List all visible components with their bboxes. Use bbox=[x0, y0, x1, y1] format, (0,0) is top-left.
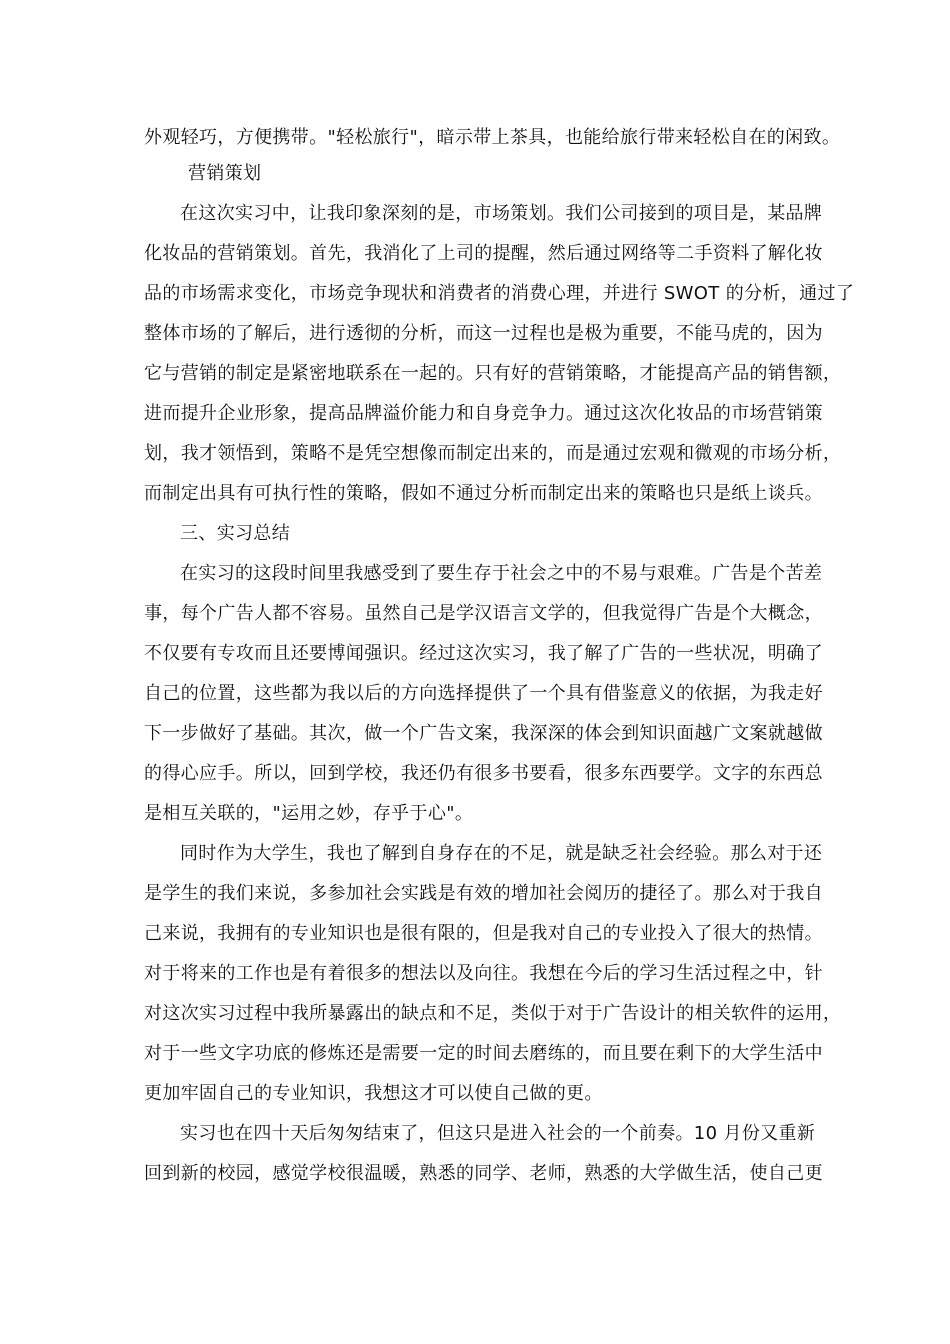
paragraph-line: 划，我才领悟到，策略不是凭空想像而制定出来的，而是通过宏观和微观的市场分析， bbox=[144, 443, 842, 464]
paragraph-line: 是学生的我们来说，多参加社会实践是有效的增加社会阅历的捷径了。那么对于我自 bbox=[144, 883, 823, 904]
paragraph-line: 是相互关联的，"运用之妙，存乎于心"。 bbox=[144, 803, 474, 824]
paragraph-line: 对这次实习过程中我所暴露出的缺点和不足，类似于对于广告设计的相关软件的运用， bbox=[144, 1003, 842, 1024]
paragraph-line: 品的市场需求变化，市场竞争现状和消费者的消费心理，并进行 SWOT 的分析，通过了 bbox=[144, 283, 855, 304]
paragraph-line: 在实习的这段时间里我感受到了要生存于社会之中的不易与艰难。广告是个苦差 bbox=[180, 563, 823, 584]
paragraph-line: 的得心应手。所以，回到学校，我还仍有很多书要看，很多东西要学。文字的东西总 bbox=[144, 763, 823, 784]
section-heading: 三、实习总结 bbox=[180, 523, 291, 544]
paragraph-line: 事，每个广告人都不容易。虽然自己是学汉语言文学的，但我觉得广告是个大概念， bbox=[144, 603, 823, 624]
paragraph-line: 而制定出具有可执行性的策略，假如不通过分析而制定出来的策略也只是纸上谈兵。 bbox=[144, 483, 823, 504]
paragraph-line: 己来说，我拥有的专业知识也是很有限的，但是我对自己的专业投入了很大的热情。 bbox=[144, 923, 823, 944]
section-heading: 营销策划 bbox=[188, 163, 262, 184]
paragraph-line: 自己的位置，这些都为我以后的方向选择提供了一个具有借鉴意义的依据，为我走好 bbox=[144, 683, 823, 704]
paragraph-line: 更加牢固自己的专业知识，我想这才可以使自己做的更。 bbox=[144, 1083, 603, 1104]
paragraph-line: 对于将来的工作也是有着很多的想法以及向往。我想在今后的学习生活过程之中，针 bbox=[144, 963, 823, 984]
paragraph-line: 实习也在四十天后匆匆结束了，但这只是进入社会的一个前奏。10 月份又重新 bbox=[180, 1123, 816, 1144]
paragraph-line: 进而提升企业形象，提高品牌溢价能力和自身竞争力。通过这次化妆品的市场营销策 bbox=[144, 403, 823, 424]
paragraph-line: 它与营销的制定是紧密地联系在一起的。只有好的营销策略，才能提高产品的销售额， bbox=[144, 363, 842, 384]
paragraph-line: 下一步做好了基础。其次，做一个广告文案，我深深的体会到知识面越广文案就越做 bbox=[144, 723, 823, 744]
paragraph-line: 外观轻巧，方便携带。"轻松旅行"，暗示带上茶具，也能给旅行带来轻松自在的闲致。 bbox=[144, 127, 841, 148]
paragraph-line: 回到新的校园，感觉学校很温暖，熟悉的同学、老师，熟悉的大学做生活，使自己更 bbox=[144, 1163, 823, 1184]
paragraph-line: 同时作为大学生，我也了解到自身存在的不足，就是缺乏社会经验。那么对于还 bbox=[180, 843, 823, 864]
paragraph-line: 对于一些文字功底的修炼还是需要一定的时间去磨练的，而且要在剩下的大学生活中 bbox=[144, 1043, 823, 1064]
paragraph-line: 不仅要有专攻而且还要博闻强识。经过这次实习，我了解了广告的一些状况，明确了 bbox=[144, 643, 823, 664]
paragraph-line: 化妆品的营销策划。首先，我消化了上司的提醒，然后通过网络等二手资料了解化妆 bbox=[144, 243, 823, 264]
paragraph-line: 整体市场的了解后，进行透彻的分析，而这一过程也是极为重要，不能马虎的，因为 bbox=[144, 323, 823, 344]
paragraph-line: 在这次实习中，让我印象深刻的是，市场策划。我们公司接到的项目是，某品牌 bbox=[180, 203, 823, 224]
